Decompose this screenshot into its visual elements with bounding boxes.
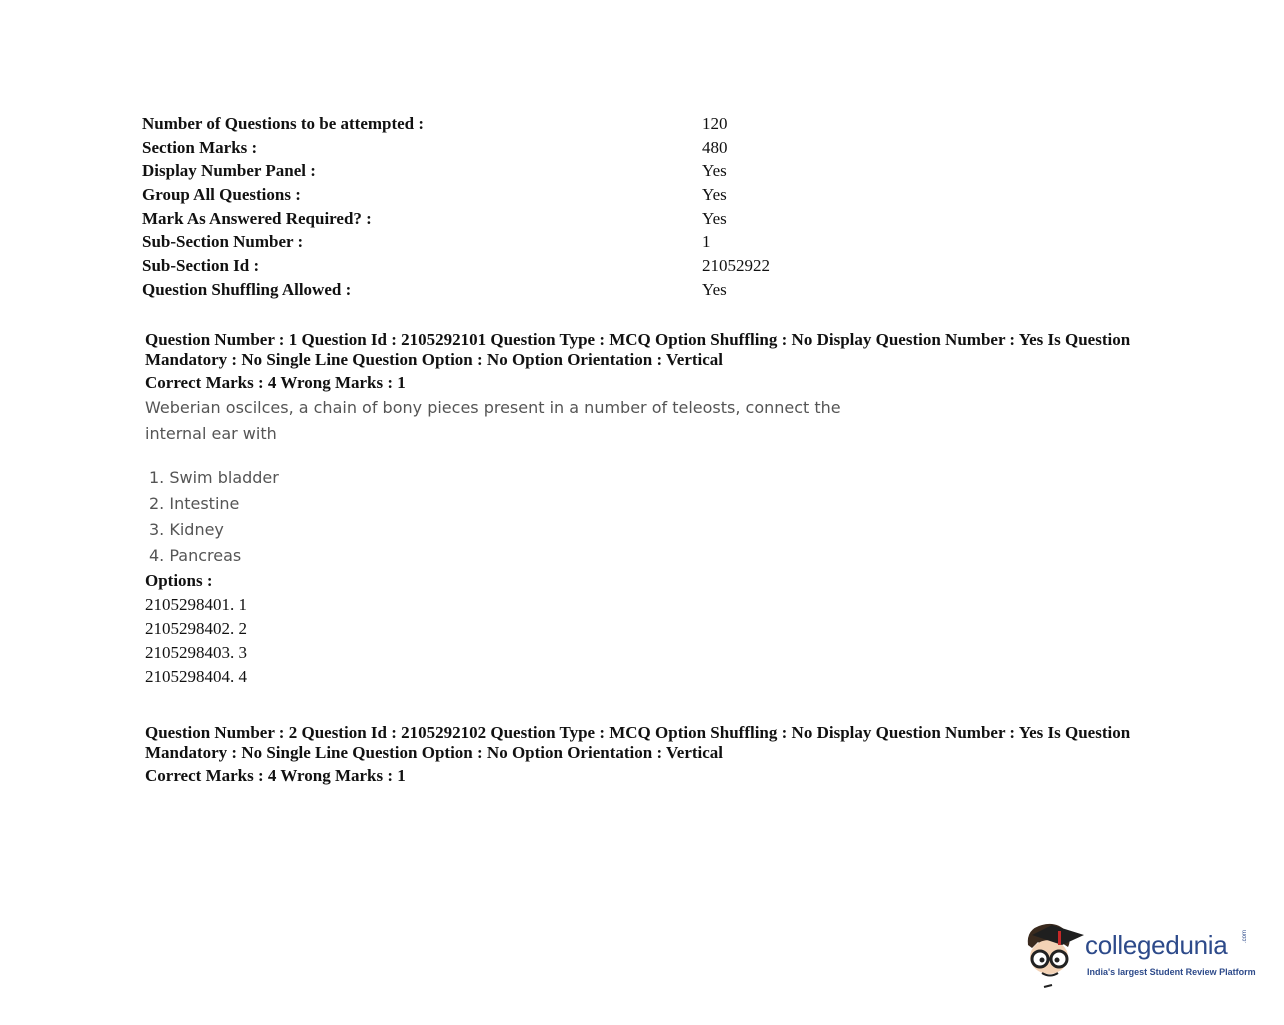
meta-label: Group All Questions : (142, 184, 301, 204)
logo-tagline: India's largest Student Review Platform (1087, 967, 1256, 977)
meta-value: 120 (702, 113, 728, 133)
meta-row (142, 183, 842, 207)
section-meta (142, 112, 842, 302)
meta-label: Section Marks : (142, 137, 258, 157)
collegedunia-logo (1022, 915, 1262, 990)
choice-item: 1. Swim bladder (149, 468, 279, 487)
meta-label: Display Number Panel : (142, 161, 316, 181)
meta-row (142, 207, 842, 231)
question-marks: Correct Marks : 4 Wrong Marks : 1 (145, 373, 406, 392)
meta-label: Question Shuffling Allowed : (142, 279, 352, 299)
meta-value: Yes (702, 279, 727, 299)
question-text: Weberian oscilces, a chain of bony pieces present in a number of teleosts, connect the internal ear with (145, 398, 841, 443)
meta-row (142, 136, 842, 160)
meta-row (142, 112, 842, 136)
logo-suffix: .com (1242, 929, 1248, 943)
question-choices (149, 465, 1155, 569)
meta-row (142, 278, 842, 302)
question-2 (145, 723, 1155, 786)
question-header: Question Number : 2 Question Id : 2105292102 Question Type : MCQ Option Shuffling : No Display Question Number : Yes Is Question Mandatory : No Single Line Question Option : No Option Orientation : Vertical (145, 723, 1131, 762)
options-list (145, 593, 1155, 689)
option-item: 2105298401. 1 (145, 595, 247, 614)
meta-row (142, 254, 842, 278)
choice-item: 4. Pancreas (149, 546, 242, 565)
mascot-graduation-cap-icon (1022, 915, 1086, 990)
meta-row (142, 159, 842, 183)
meta-value: 480 (702, 137, 728, 157)
meta-value: Yes (702, 208, 727, 228)
question-header: Question Number : 1 Question Id : 2105292101 Question Type : MCQ Option Shuffling : No Display Question Number : Yes Is Question Mandatory : No Single Line Question Option : No Option Orientation : Vertical (145, 330, 1131, 369)
meta-value: 1 (702, 232, 711, 252)
logo-wordmark: collegedunia (1085, 930, 1228, 960)
meta-label: Mark As Answered Required? : (142, 208, 372, 228)
option-item: 2105298402. 2 (145, 619, 247, 638)
option-item: 2105298403. 3 (145, 643, 247, 662)
question-marks: Correct Marks : 4 Wrong Marks : 1 (145, 766, 406, 785)
meta-value: Yes (702, 184, 727, 204)
meta-row (142, 230, 842, 254)
options-title: Options : (145, 571, 213, 590)
meta-label: Sub-Section Number : (142, 232, 304, 252)
option-item: 2105298404. 4 (145, 667, 247, 686)
meta-value: Yes (702, 161, 727, 181)
question-1 (145, 330, 1155, 689)
meta-value: 21052922 (702, 255, 770, 275)
choice-item: 2. Intestine (149, 494, 240, 513)
meta-label: Sub-Section Id : (142, 255, 260, 275)
meta-label: Number of Questions to be attempted : (142, 113, 425, 133)
choice-item: 3. Kidney (149, 520, 224, 539)
